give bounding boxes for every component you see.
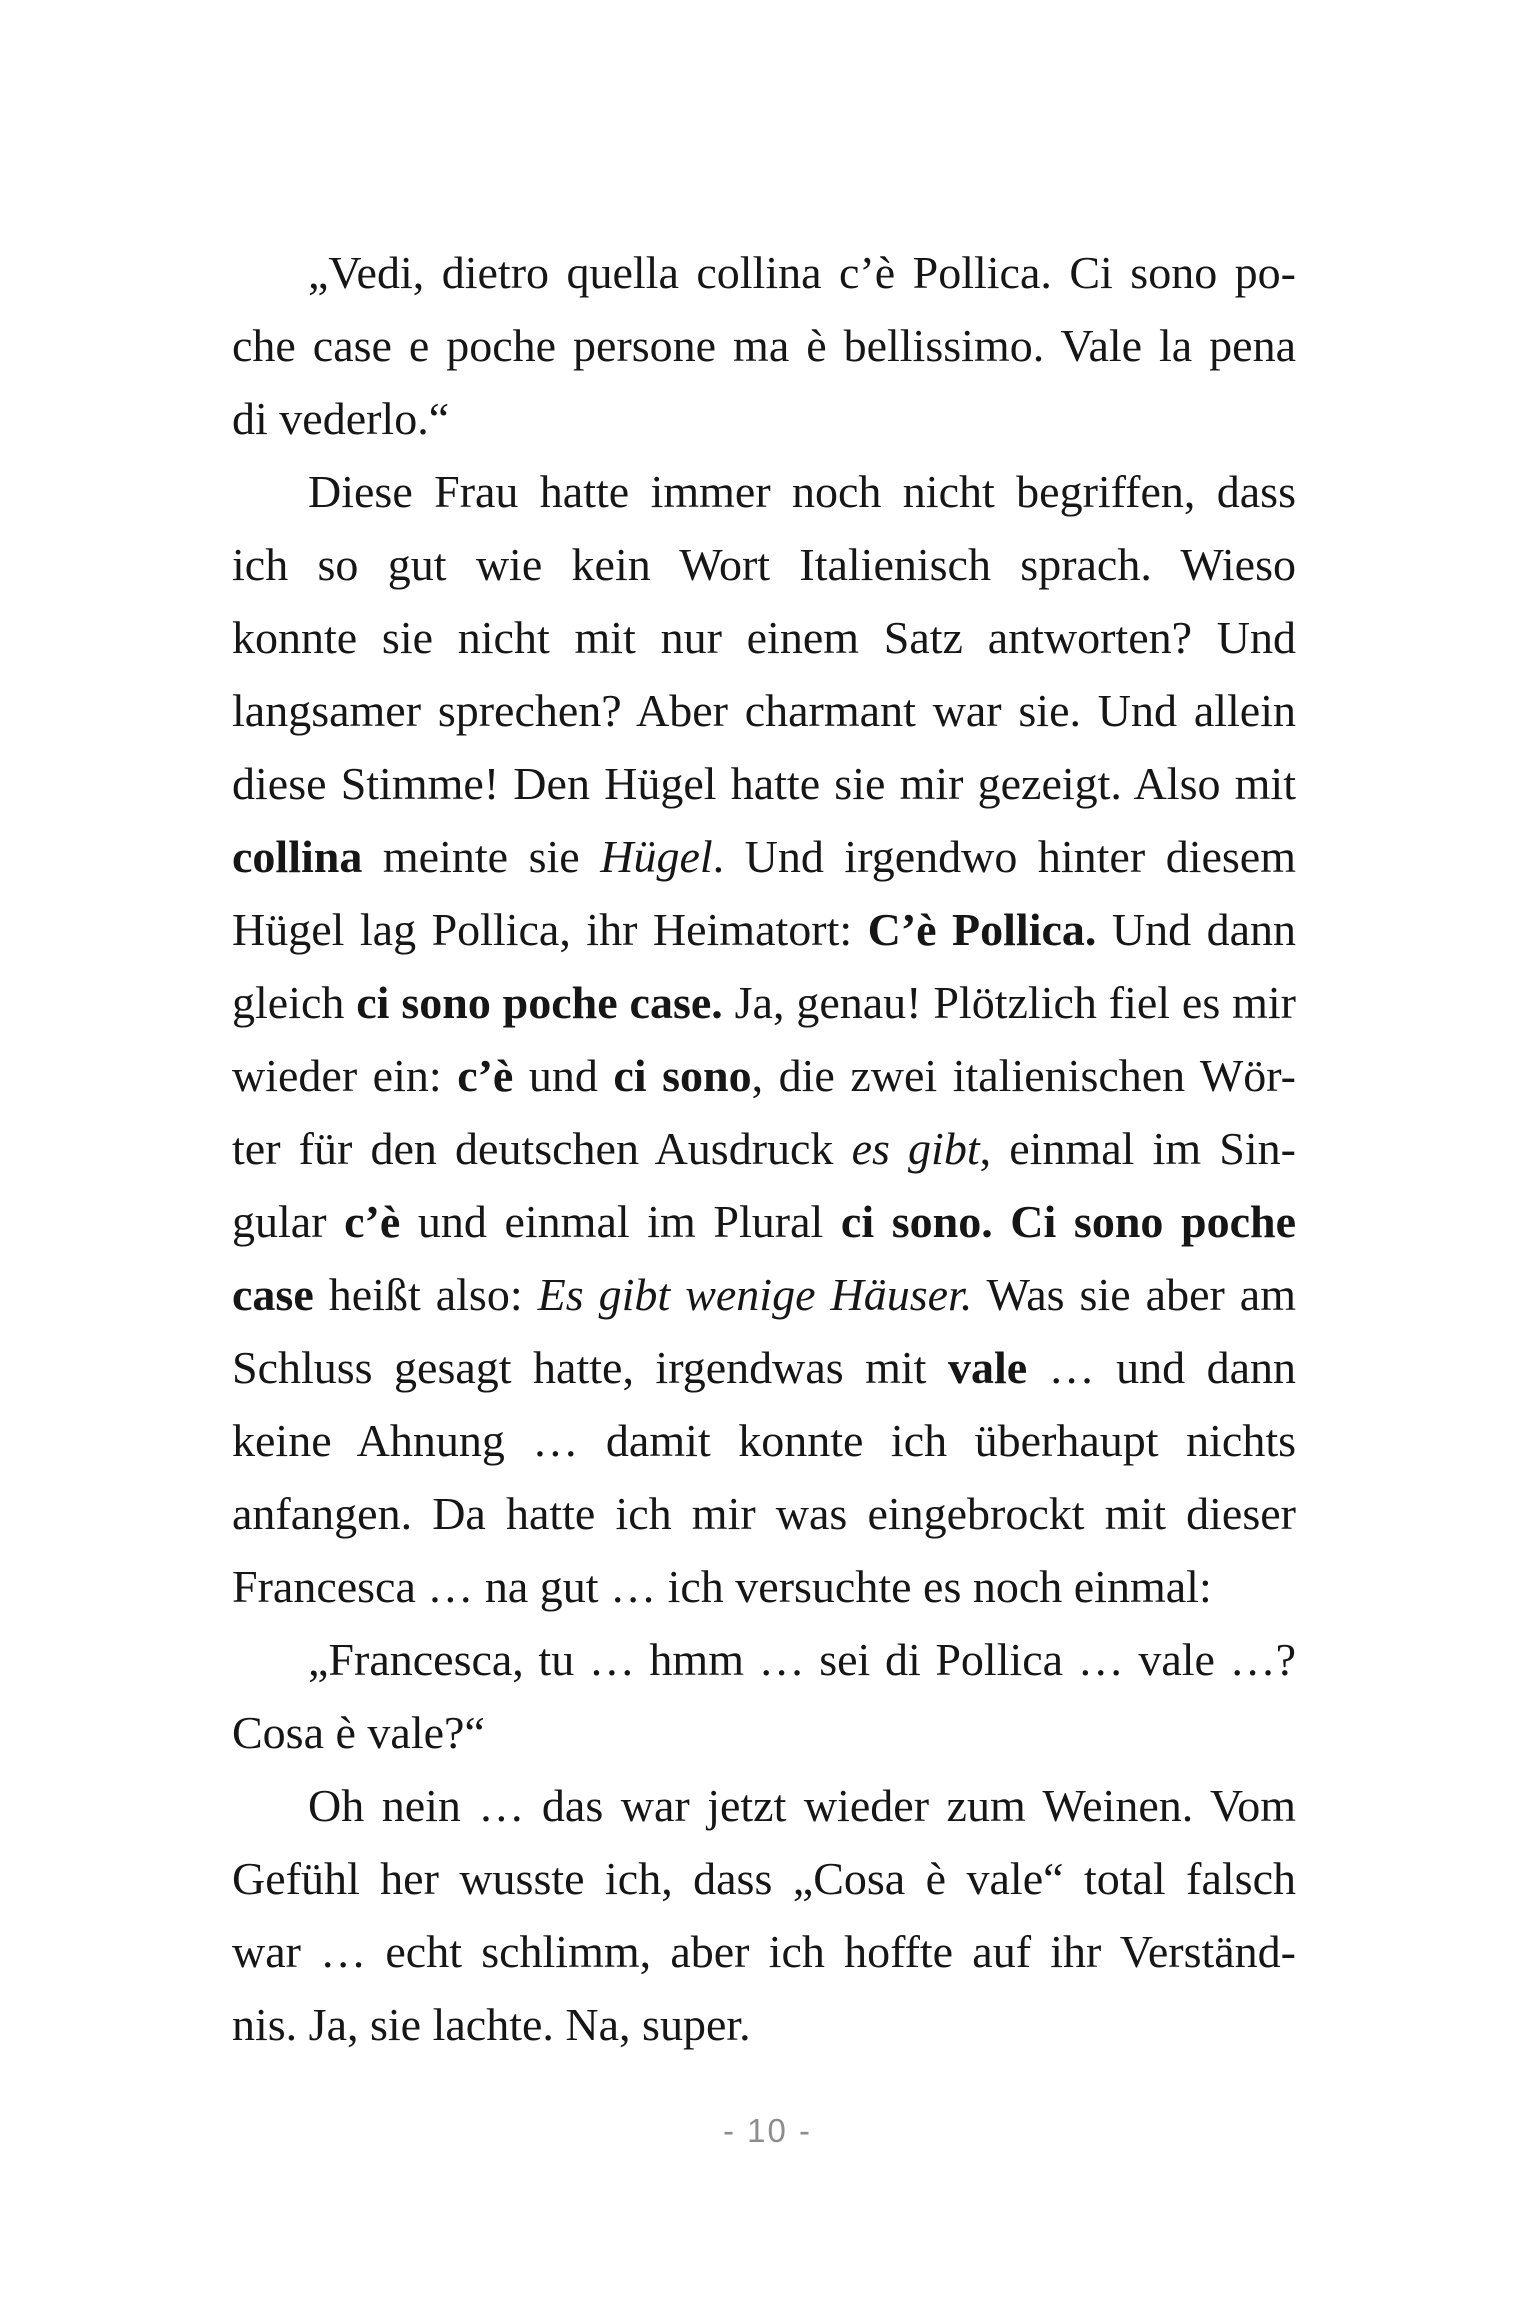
text-line bbox=[232, 1258, 1296, 1331]
text-line bbox=[232, 1112, 1296, 1185]
text-line bbox=[232, 1623, 1296, 1696]
text-segment: Ja, genau! Plötzlich fiel es mir bbox=[722, 977, 1296, 1028]
text-segment: wieder ein: bbox=[232, 1050, 458, 1101]
text-segment: ci sono poche case. bbox=[356, 977, 723, 1028]
text-segment: Was sie aber am bbox=[972, 1269, 1297, 1320]
text-segment: und einmal im Plural bbox=[400, 1196, 841, 1247]
text-segment: langsamer sprechen? Aber charmant war sie. Und allein bbox=[232, 685, 1296, 736]
text-segment: ci sono. Ci sono poche bbox=[840, 1196, 1297, 1247]
text-segment: C’è Pollica. bbox=[867, 904, 1097, 955]
text-segment: „Francesca, tu … hmm … sei di Pollica … vale …? bbox=[308, 1634, 1296, 1685]
text-segment: , die zwei italienischen Wör- bbox=[751, 1050, 1297, 1101]
text-segment: ich so gut wie kein Wort Italienisch sprach. Wieso bbox=[232, 539, 1296, 590]
text-line bbox=[232, 1988, 1296, 2061]
text-line bbox=[232, 309, 1296, 382]
text-segment: meinte sie bbox=[362, 831, 601, 882]
text-segment: Oh nein … das war jetzt wieder zum Weinen. Vom bbox=[308, 1780, 1296, 1831]
text-line bbox=[232, 601, 1296, 674]
text-segment: Hügel lag Pollica, ihr Heimatort: bbox=[232, 904, 868, 955]
text-segment: c’è bbox=[457, 1050, 514, 1101]
text-segment: Francesca … na gut … ich versuchte es noch einmal: bbox=[232, 1561, 1212, 1612]
text-segment: war … echt schlimm, aber ich hoffte auf ihr Verständ- bbox=[232, 1926, 1296, 1977]
text-block bbox=[232, 236, 1296, 2061]
text-line bbox=[232, 1477, 1296, 1550]
text-segment: che case e poche persone ma è bellissimo. Vale la pena bbox=[232, 320, 1296, 371]
text-segment: Und dann bbox=[1096, 904, 1297, 955]
text-segment: Es gibt wenige Häuser. bbox=[537, 1269, 973, 1320]
text-segment: gleich bbox=[232, 977, 357, 1028]
text-segment: vale bbox=[947, 1342, 1028, 1393]
text-segment: ter für den deutschen Ausdruck bbox=[232, 1123, 852, 1174]
text-line bbox=[232, 1915, 1296, 1988]
text-segment: und bbox=[513, 1050, 614, 1101]
text-segment: Gefühl her wusste ich, dass „Cosa è vale“ total falsch bbox=[232, 1853, 1296, 1904]
text-segment: collina bbox=[232, 831, 363, 882]
text-segment: anfangen. Da hatte ich mir was eingebrockt mit dieser bbox=[232, 1488, 1296, 1539]
text-line bbox=[232, 893, 1296, 966]
text-line bbox=[232, 528, 1296, 601]
text-segment: ci sono bbox=[613, 1050, 752, 1101]
text-segment: keine Ahnung … damit konnte ich überhaupt nichts bbox=[232, 1415, 1296, 1466]
text-line bbox=[232, 674, 1296, 747]
page-number: - 10 - bbox=[722, 2112, 813, 2149]
text-segment: di vederlo.“ bbox=[232, 393, 450, 444]
text-segment: gular bbox=[232, 1196, 345, 1247]
text-segment: Schluss gesagt hatte, irgendwas mit bbox=[232, 1342, 948, 1393]
text-segment: es gibt bbox=[851, 1123, 980, 1174]
text-line bbox=[232, 966, 1296, 1039]
text-segment: . Und irgendwo hinter diesem bbox=[712, 831, 1296, 882]
text-line bbox=[232, 747, 1296, 820]
text-segment: diese Stimme! Den Hügel hatte sie mir gezeigt. Also mit bbox=[232, 758, 1296, 809]
text-segment: Hügel bbox=[600, 831, 713, 882]
text-line bbox=[232, 1331, 1296, 1404]
text-line bbox=[232, 455, 1296, 528]
text-line bbox=[232, 1039, 1296, 1112]
text-line bbox=[232, 1404, 1296, 1477]
text-segment: konnte sie nicht mit nur einem Satz antworten? Und bbox=[232, 612, 1296, 663]
text-line bbox=[232, 382, 1296, 455]
text-line bbox=[232, 1696, 1296, 1769]
text-segment: … und dann bbox=[1027, 1342, 1297, 1393]
text-segment: Diese Frau hatte immer noch nicht begriffen, dass bbox=[308, 466, 1296, 517]
text-segment: case bbox=[232, 1269, 314, 1320]
text-segment: Cosa è vale?“ bbox=[232, 1707, 485, 1758]
text-segment: , einmal im Sin- bbox=[979, 1123, 1296, 1174]
text-segment: nis. Ja, sie lachte. Na, super. bbox=[232, 1999, 751, 2050]
text-line bbox=[232, 1769, 1296, 1842]
text-line bbox=[232, 1185, 1296, 1258]
text-line bbox=[232, 1550, 1296, 1623]
text-segment: „Vedi, dietro quella collina c’è Pollica. Ci sono po- bbox=[308, 247, 1296, 298]
text-segment: c’è bbox=[344, 1196, 401, 1247]
text-line bbox=[232, 820, 1296, 893]
text-segment: heißt also: bbox=[313, 1269, 538, 1320]
text-line bbox=[232, 1842, 1296, 1915]
text-line bbox=[232, 236, 1296, 309]
